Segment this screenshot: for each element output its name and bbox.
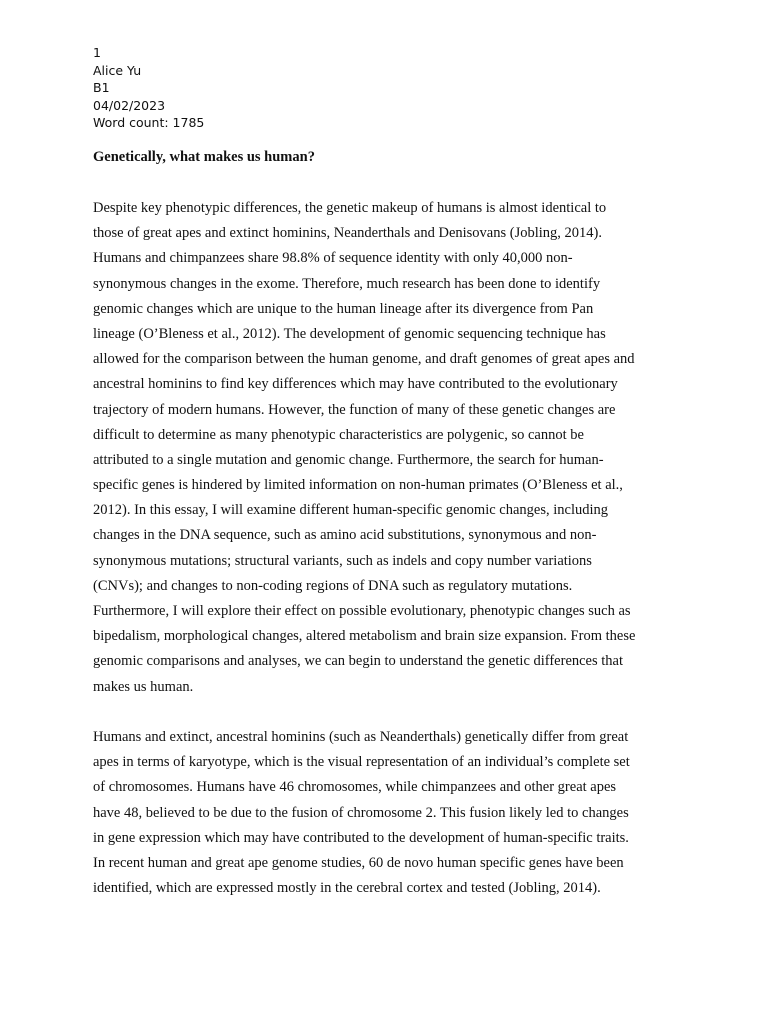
- text-line: Humans and extinct, ancestral hominins (such as Neanderthals) genetically differ from great: [93, 729, 629, 745]
- text-line: ancestral hominins to find key differences which may have contributed to the evolutionary: [93, 376, 618, 393]
- text-line: apes in terms of karyotype, which is the visual representation of an individual’s complete set: [93, 754, 630, 771]
- text-line: (CNVs); and changes to non-coding regions of DNA such as regulatory mutations.: [93, 577, 573, 594]
- document-header: [93, 44, 204, 132]
- essay-title: Genetically, what makes us human?: [93, 149, 315, 165]
- text-line: changes in the DNA sequence, such as amino acid substitutions, synonymous and non-: [93, 527, 597, 544]
- text-line: bipedalism, morphological changes, altered metabolism and brain size expansion. From these: [93, 628, 636, 645]
- text-line: genomic comparisons and analyses, we can begin to understand the genetic differences that: [93, 653, 624, 670]
- paragraph-1: [93, 196, 693, 700]
- page-number: 1: [93, 45, 101, 60]
- text-line: attributed to a single mutation and genomic change. Furthermore, the search for human-: [93, 451, 604, 468]
- paragraph-2: [93, 725, 693, 901]
- word-count: Word count: 1785: [93, 115, 205, 131]
- text-line: makes us human.: [93, 678, 194, 695]
- text-line: difficult to determine as many phenotypic characteristics are polygenic, so cannot be: [93, 426, 584, 443]
- text-line: Despite key phenotypic differences, the genetic makeup of humans is almost identical to: [93, 200, 607, 216]
- text-line: allowed for the comparison between the human genome, and draft genomes of great apes and: [93, 351, 635, 368]
- text-line: those of great apes and extinct hominins, Neanderthals and Denisovans (Jobling, 2014).: [93, 225, 602, 242]
- class-label: B1: [93, 80, 110, 96]
- text-line: synonymous changes in the exome. Therefore, much research has been done to identify: [93, 275, 601, 292]
- document-date: 04/02/2023: [93, 97, 166, 113]
- text-line: identified, which are expressed mostly in the cerebral cortex and tested (Jobling, 2014).: [93, 880, 601, 897]
- text-line: specific genes is hindered by limited information on non-human primates (O’Bleness et al.,: [93, 477, 623, 494]
- text-line: lineage (O’Bleness et al., 2012). The development of genomic sequencing technique has: [93, 325, 606, 342]
- text-line: 2012). In this essay, I will examine different human-specific genomic changes, including: [93, 502, 609, 519]
- text-line: have 48, believed to be due to the fusion of chromosome 2. This fusion likely led to changes: [93, 804, 629, 821]
- text-line: of chromosomes. Humans have 46 chromosomes, while chimpanzees and other great apes: [93, 779, 617, 796]
- text-line: Furthermore, I will explore their effect on possible evolutionary, phenotypic changes such as: [93, 603, 631, 619]
- author-name: Alice Yu: [93, 62, 142, 78]
- text-line: Humans and chimpanzees share 98.8% of sequence identity with only 40,000 non-: [93, 250, 573, 267]
- text-line: In recent human and great ape genome studies, 60 de novo human specific genes have been: [93, 854, 624, 871]
- text-line: trajectory of modern humans. However, the function of many of these genetic changes are: [93, 401, 616, 418]
- text-line: synonymous mutations; structural variants, such as indels and copy number variations: [93, 552, 592, 569]
- text-line: genomic changes which are unique to the human lineage after its divergence from Pan: [93, 300, 594, 317]
- text-line: in gene expression which may have contributed to the development of human-specific traits.: [93, 829, 629, 846]
